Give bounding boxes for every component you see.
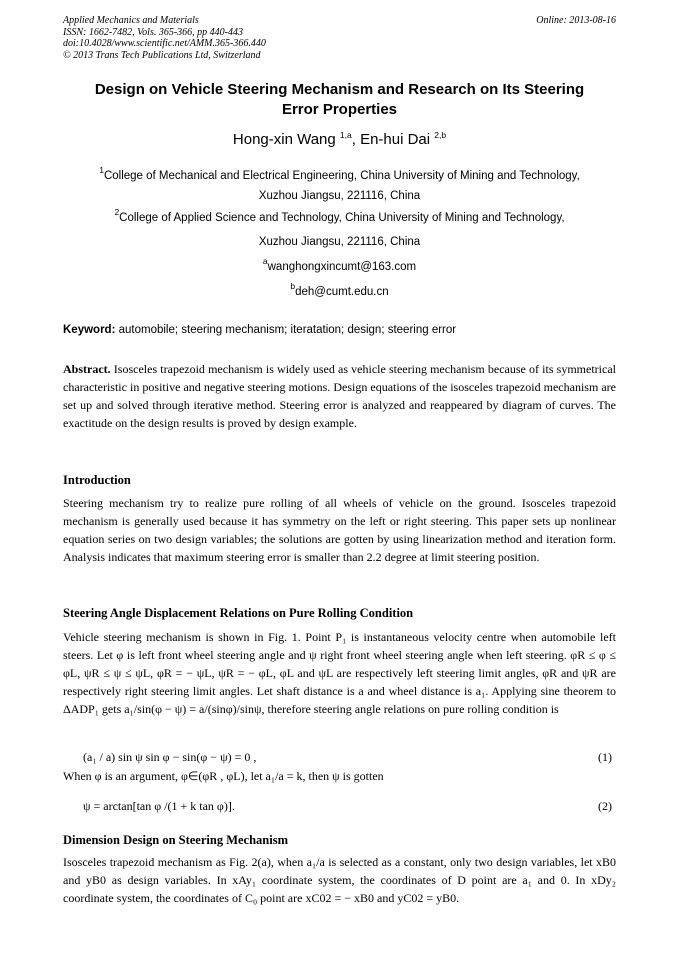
section-3-heading: Dimension Design on Steering Mechanism — [63, 833, 288, 847]
section-2-text: Vehicle steering mechanism is shown in Fig. 1. Point P₁ is instantaneous velocity centre when automobile left steers. Let φ is left front wheel steering angle and ψ right front wheel steering angle when left steering. φR ≤ φ ≤ φL, ψR ≤ ψ ≤ ψL, φR = − ψL, ψR = − φL, φL and ψL are respectively left steering limit angles, φR and ψR are respectively right steering limit angles. Let shaft distance is a and wheel distance is a₁. Applying sine theorem to ΔADP₁ gets a₁/sin(φ − ψ) = a/(sinφ)/sinψ, therefore steering angle relations on pure rolling condition is — [63, 630, 616, 716]
affiliation-2-city: Xuzhou Jiangsu, 221116, China — [258, 236, 421, 248]
affiliation-1-line-2: Xuzhou Jiangsu, 221116, China — [258, 190, 421, 202]
section-3-text: Isosceles trapezoid mechanism as Fig. 2(a), when a₁/a is selected as a constant, only two design variables, let xB0 and yB0 as design variables. In xAy₁ coordinate system, the coordinates of D point are a₁ and 0. In xDy₂ coordinate system, the coordinates of C₀ point are xC02 = − xB0 and yC02 = yB0. — [63, 855, 616, 905]
email-a-mark: a — [262, 256, 268, 266]
introduction-heading: Introduction — [63, 473, 131, 487]
author-2: En-hui Dai — [360, 131, 431, 148]
online-date: Online: 2013-08-16 — [536, 15, 616, 26]
introduction-text: Steering mechanism try to realize pure rolling of all wheels of vehicle on the ground. Isosceles trapezoid mechanism is generally used because it has symmetry on the left or right steering. This paper sets up nonlinear equation series on two design variables; the solutions are gotten by using linearization method and iteration form. Analysis indicates that maximum steering error is smaller than 2.2 degree at limit steering position. — [63, 496, 616, 564]
affiliation-2-mark: 2 — [114, 207, 120, 217]
email-a-address[interactable]: wanghongxincumt@163.com — [267, 261, 417, 273]
email-b-mark: b — [290, 281, 296, 291]
equation-2-number: (2) — [598, 799, 612, 813]
equation-1-number: (1) — [598, 750, 612, 764]
abstract — [63, 360, 616, 432]
affiliation-1-mark: 1 — [99, 165, 104, 175]
affiliation-2-text: College of Applied Science and Technology, China University of Mining and Technology, — [119, 212, 565, 224]
title-line-2: Error Properties — [281, 101, 398, 118]
email-a — [63, 257, 616, 277]
email-b — [63, 282, 616, 302]
keywords — [63, 322, 616, 338]
email-b-address[interactable]: deh@cumt.edu.cn — [295, 286, 389, 298]
journal-name: Applied Mechanics and Materials — [63, 15, 199, 26]
abstract-label: Abstract. — [63, 362, 111, 376]
author-1-affiliation-mark: 1,a — [339, 130, 352, 140]
author-list — [63, 131, 616, 149]
keywords-text: automobile; steering mechanism; iteratation; design; steering error — [115, 324, 457, 336]
journal-copyright: © 2013 Trans Tech Publications Ltd, Switzerland — [63, 49, 261, 61]
author-separator: , — [351, 131, 361, 148]
abstract-text: Isosceles trapezoid mechanism is widely used as vehicle steering mechanism because of its symmetrical characteristic in positive and negative steering motions. Design equations of the isosceles trapezoid mechanism are set up and solved through iterative method. Steering error is analyzed and reappeared by diagram of curves. The exactitude on the design results is proved by design example. — [63, 362, 616, 430]
equation-1-body: (a₁ / a) sin ψ sin φ − sin(φ − ψ) = 0 , — [83, 750, 257, 764]
affiliation-1-text: College of Mechanical and Electrical Engineering, China University of Mining and Technology, — [103, 170, 580, 182]
affiliation-1-line-1 — [63, 166, 616, 186]
journal-issn: ISSN: 1662-7482, Vols. 365-366, pp 440-443 — [63, 26, 243, 38]
title-line-1: Design on Vehicle Steering Mechanism and Research on Its Steering — [94, 81, 585, 98]
paper-title — [63, 80, 616, 120]
equation-2-body: ψ = arctan[tan φ /(1 + k tan φ)]. — [83, 799, 235, 813]
affiliation-2 — [63, 208, 616, 228]
section-2-heading: Steering Angle Displacement Relations on Pure Rolling Condition — [63, 606, 414, 620]
journal-header — [63, 15, 616, 61]
affiliation-2-line-1 — [63, 208, 616, 228]
keywords-label: Keyword: — [63, 324, 116, 336]
equation-bridge-text: When φ is an argument, φ∈(φR , φL), let a₁/a = k, then ψ is gotten — [63, 769, 384, 783]
author-2-affiliation-mark: 2,b — [434, 130, 447, 140]
author-1: Hong-xin Wang — [232, 131, 336, 148]
affiliation-1 — [63, 166, 616, 206]
journal-doi: doi:10.4028/www.scientific.net/AMM.365-366.440 — [63, 38, 266, 49]
